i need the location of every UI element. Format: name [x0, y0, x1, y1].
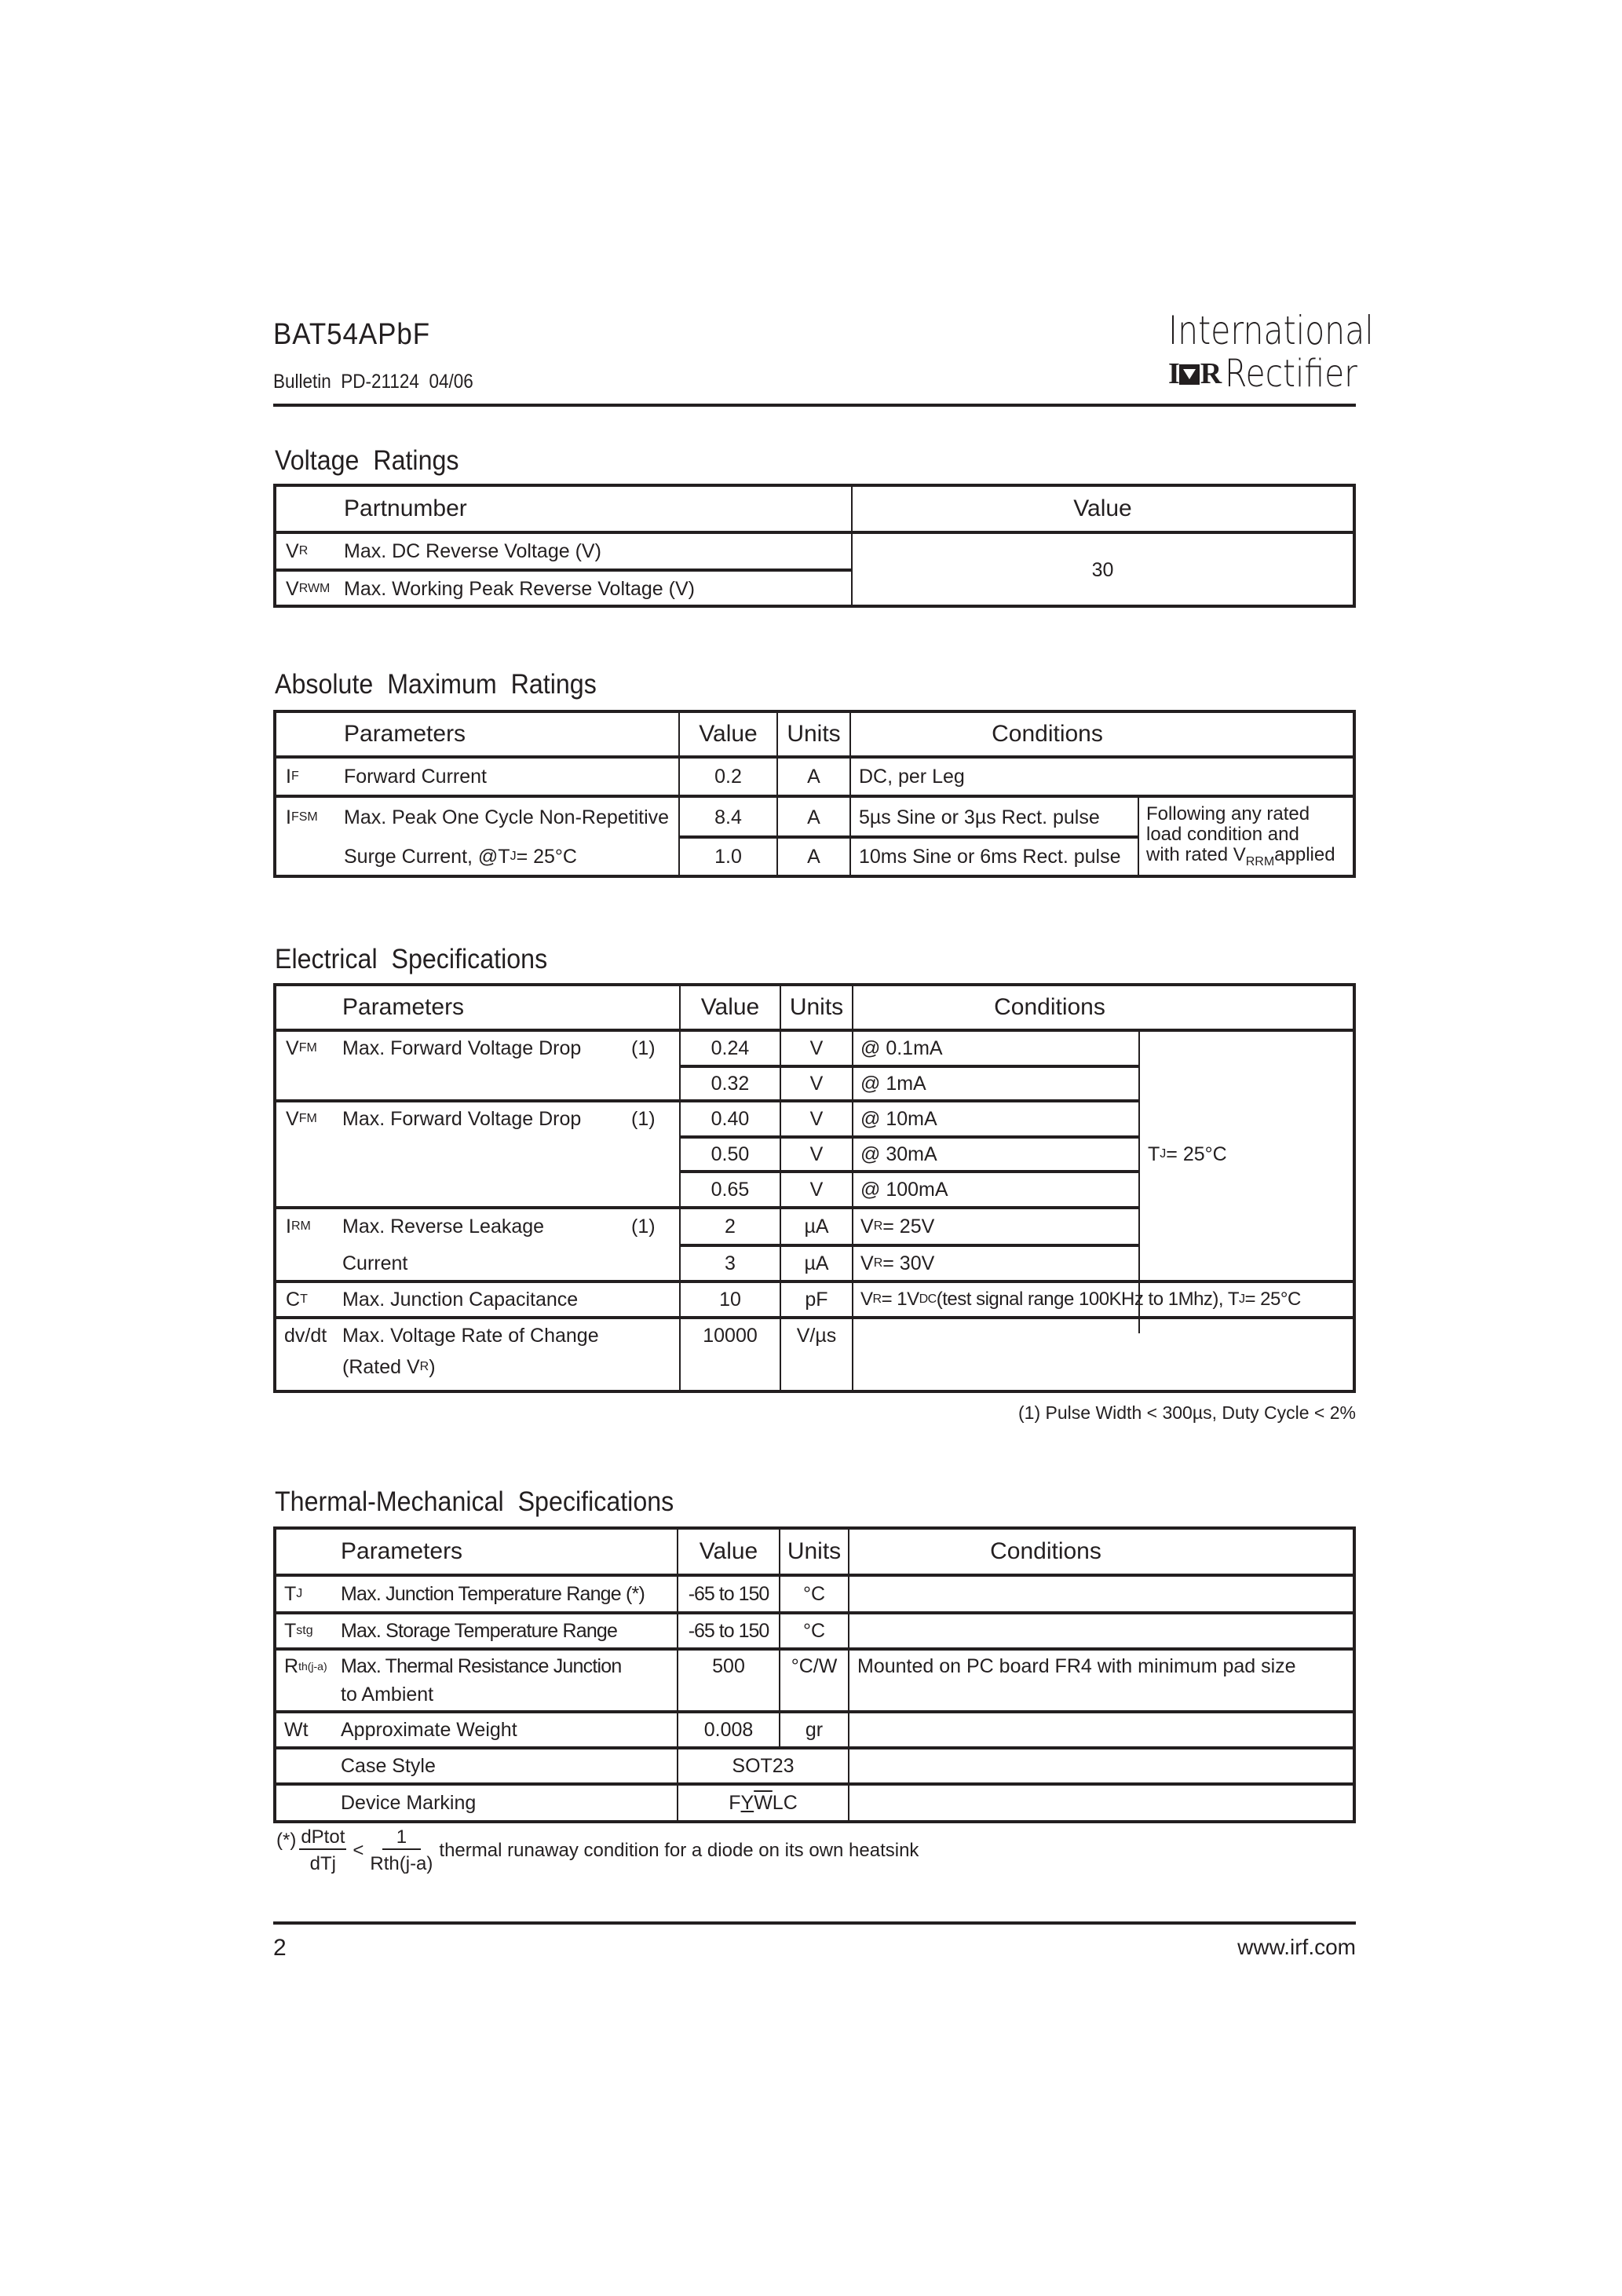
cond-irm-25v: V R = 25V	[860, 1215, 935, 1238]
header-value: Value	[699, 721, 758, 747]
units-if: A	[807, 765, 820, 788]
header-partnumber: Partnumber	[344, 495, 467, 521]
symbol-wt: Wt	[284, 1718, 309, 1741]
symbol-vfm-2: V FM	[286, 1107, 317, 1130]
value-vfm-100ma: 0.65	[711, 1178, 750, 1201]
param-weight: Approximate Weight	[341, 1718, 517, 1741]
symbol-rth-ja: R th(j-a)	[284, 1654, 327, 1677]
page-number: 2	[273, 1935, 287, 1961]
company-logo-line1: International	[1168, 308, 1374, 353]
param-vfm-1: Max. Forward Voltage Drop	[342, 1036, 582, 1059]
header-conditions: Conditions	[994, 994, 1105, 1020]
units-vfm-100ma: V	[809, 1178, 824, 1201]
value-case-style: SOT23	[732, 1754, 795, 1777]
note-ref-vfm-2: (1)	[631, 1107, 656, 1130]
footer-rule	[273, 1921, 1356, 1925]
units-rth: °C/W	[791, 1654, 838, 1677]
param-dvdt-line2: (Rated V R )	[342, 1355, 436, 1378]
cond-if: DC, per Leg	[859, 765, 965, 788]
units-ifsm-1: A	[807, 806, 820, 828]
symbol-if: I F	[286, 765, 299, 788]
header-rule	[273, 404, 1356, 407]
param-ifsm-line2: Surge Current, @T J = 25°C	[344, 845, 577, 868]
cond-vfm-30ma: @ 30mA	[860, 1143, 937, 1165]
cond-irm-30v: V R = 30V	[860, 1252, 935, 1274]
absolute-max-table	[273, 710, 1356, 878]
symbol-vrwm: V RWM	[286, 577, 331, 600]
units-vfm-1ma: V	[809, 1072, 824, 1095]
units-vfm-0.1ma: V	[809, 1036, 824, 1059]
param-vrwm: Max. Working Peak Reverse Voltage (V)	[344, 577, 695, 600]
cond-vfm-100ma: @ 100mA	[860, 1178, 948, 1201]
units-vfm-30ma: V	[809, 1143, 824, 1165]
cond-vfm-1ma: @ 1mA	[860, 1072, 926, 1095]
symbol-vr: V R	[286, 539, 309, 562]
param-device-marking: Device Marking	[341, 1791, 477, 1814]
param-vr: Max. DC Reverse Voltage (V)	[344, 539, 601, 562]
value-ifsm-2: 1.0	[714, 845, 742, 868]
param-tstg: Max. Storage Temperature Range	[341, 1619, 618, 1642]
header-parameters: Parameters	[341, 1538, 463, 1564]
symbol-tstg: T stg	[284, 1619, 313, 1642]
website-link[interactable]: www.irf.com	[1237, 1935, 1356, 1959]
header-value: Value	[700, 994, 760, 1020]
cond-tj-25c: T J = 25°C	[1148, 1143, 1227, 1165]
units-tj: °C	[802, 1582, 826, 1605]
units-dvdt: V/µs	[796, 1324, 837, 1347]
thermal-runaway-footnote: (*) $\frac{\text{dPtot}}{\text{dTj}}$ < $\frac{1}{\text{Rth(j-a)}}$ thermal runaway condition for a diode on its own heatsink	[276, 1826, 919, 1874]
units-weight: gr	[805, 1718, 824, 1741]
param-ct: Max. Junction Capacitance	[342, 1288, 579, 1311]
formula-inverse-rth: $\frac{1}{\text{Rth(j-a)}}$	[370, 1826, 433, 1874]
param-forward-current: Forward Current	[344, 765, 487, 788]
value-ct: 10	[719, 1288, 741, 1311]
value-irm-25v: 2	[725, 1215, 736, 1238]
param-dvdt-line1: Max. Voltage Rate of Change	[342, 1324, 599, 1347]
value-30: 30	[1091, 558, 1114, 581]
param-irm-line2: Current	[342, 1252, 408, 1274]
company-logo	[1168, 352, 1381, 396]
cond-ifsm-2: 10ms Sine or 6ms Rect. pulse	[859, 845, 1121, 868]
header-value: Value	[699, 1538, 758, 1564]
header-conditions: Conditions	[992, 721, 1103, 747]
voltage-ratings-table	[273, 484, 1356, 608]
header-parameters: Parameters	[342, 994, 465, 1020]
header-units: Units	[789, 994, 844, 1020]
value-dvdt: 10000	[703, 1324, 758, 1347]
param-rth-line2: to Ambient	[341, 1683, 434, 1706]
section-title-voltage-ratings: Voltage Ratings	[275, 445, 459, 476]
symbol-vfm-1: V FM	[286, 1036, 317, 1059]
ifsm-load-condition-note: Following any rated load condition and with rated $V_{RRM}applied$	[1146, 803, 1335, 868]
bulletin-number: Bulletin PD-21124 04/06	[273, 371, 473, 393]
symbol-tj: T J	[284, 1582, 303, 1605]
cond-vfm-0.1ma: @ 0.1mA	[860, 1036, 943, 1059]
header-parameters: Parameters	[344, 721, 466, 747]
symbol-ct: C T	[286, 1288, 308, 1311]
section-title-electrical: Electrical Specifications	[275, 944, 548, 974]
value-tstg: -65 to 150	[688, 1619, 769, 1642]
param-case-style: Case Style	[341, 1754, 436, 1777]
param-tj: Max. Junction Temperature Range (*)	[341, 1582, 645, 1605]
thermal-specs-table	[273, 1526, 1356, 1823]
ir-logo-mark-icon: I R	[1168, 357, 1221, 390]
value-ifsm-1: 8.4	[714, 806, 742, 828]
formula-dptot-dtj: $\frac{\text{dPtot}}{\text{dTj}}$	[301, 1826, 345, 1874]
units-irm-30v: µA	[804, 1252, 829, 1274]
electrical-specs-table	[273, 983, 1356, 1393]
units-vfm-10ma: V	[809, 1107, 824, 1130]
cond-ct: V R = 1V DC (test signal range 100KHz to 1Mhz), T J = 25°C	[860, 1289, 1301, 1310]
document-title: BAT54APbF	[273, 318, 430, 351]
section-title-absolute-max: Absolute Maximum Ratings	[275, 669, 597, 700]
value-vfm-30ma: 0.50	[711, 1143, 750, 1165]
electrical-footnote: (1) Pulse Width < 300µs, Duty Cycle < 2%	[1018, 1402, 1356, 1423]
units-tstg: °C	[802, 1619, 826, 1642]
symbol-ifsm: I FSM	[286, 806, 318, 828]
param-rth-line1: Max. Thermal Resistance Junction	[341, 1654, 622, 1677]
units-irm-25v: µA	[804, 1215, 829, 1238]
value-device-marking: F Y $\overline{W}$ LC	[729, 1791, 798, 1814]
header-units: Units	[787, 1538, 842, 1564]
value-vfm-0.1ma: 0.24	[711, 1036, 750, 1059]
value-vfm-1ma: 0.32	[711, 1072, 750, 1095]
header-value: Value	[1073, 495, 1132, 521]
company-logo-line2: Rectifier	[1225, 352, 1358, 396]
note-ref-irm: (1)	[631, 1215, 656, 1238]
param-ifsm-line1: Max. Peak One Cycle Non-Repetitive	[344, 806, 670, 828]
param-vfm-2: Max. Forward Voltage Drop	[342, 1107, 582, 1130]
note-ref-vfm-1: (1)	[631, 1036, 656, 1059]
units-ifsm-2: A	[807, 845, 820, 868]
value-rth: 500	[712, 1654, 745, 1677]
symbol-dvdt: dv/dt	[284, 1324, 327, 1347]
value-if: 0.2	[714, 765, 742, 788]
symbol-irm: I RM	[286, 1215, 311, 1238]
cond-vfm-10ma: @ 10mA	[860, 1107, 937, 1130]
value-weight: 0.008	[703, 1718, 754, 1741]
cond-ifsm-1: 5µs Sine or 3µs Rect. pulse	[859, 806, 1100, 828]
value-irm-30v: 3	[725, 1252, 736, 1274]
cond-rth: Mounted on PC board FR4 with minimum pad size	[857, 1654, 1296, 1677]
value-tj: -65 to 150	[688, 1582, 769, 1605]
section-title-thermal: Thermal-Mechanical Specifications	[275, 1486, 674, 1517]
units-ct: pF	[805, 1288, 828, 1311]
header-conditions: Conditions	[990, 1538, 1101, 1564]
header-units: Units	[787, 721, 841, 747]
param-irm-line1: Max. Reverse Leakage	[342, 1215, 545, 1238]
value-vfm-10ma: 0.40	[711, 1107, 750, 1130]
